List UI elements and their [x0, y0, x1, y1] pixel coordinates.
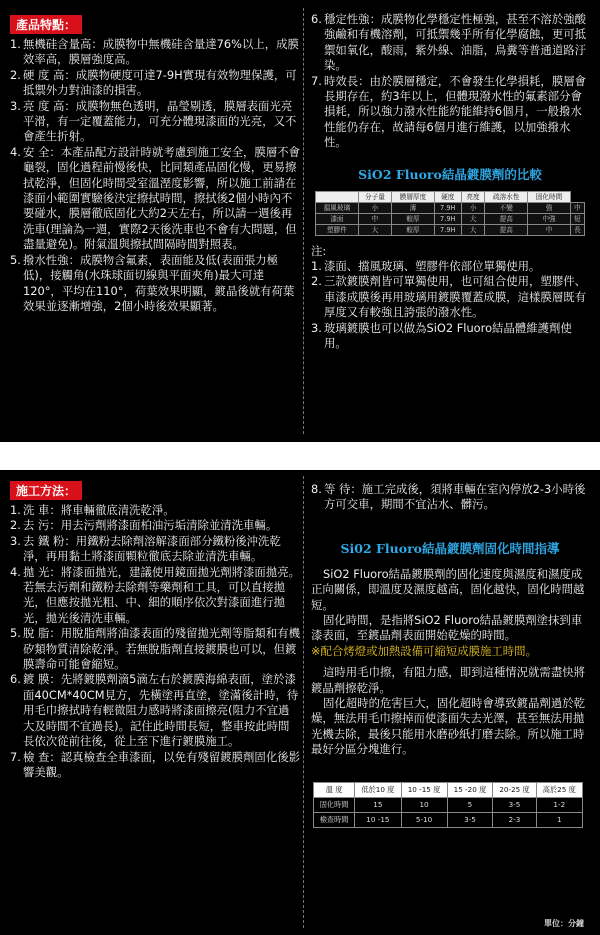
table-cell: 不變	[485, 202, 528, 213]
list-item-text: 玻璃鍍膜也可以做為SiO2 Fluoro結晶體維護劑使用。	[324, 320, 572, 351]
table-cell: 中	[358, 213, 391, 224]
cure-paragraph-2: 固化時間，是指將SiO2 Fluoro結晶鍍膜劑塗抹到車漆表面，至鍍晶劑表面開始乾燥的時間。	[311, 613, 583, 643]
table-header-cell: 硬度	[434, 191, 461, 202]
table-header-cell: 疏溶水性	[485, 191, 528, 202]
list-item-text: 檢 查：認真檢查全車漆面，以免有殘留鍍膜劑固化後影響美觀。	[23, 749, 300, 779]
table-cell: 3-5	[447, 812, 493, 827]
list-item-number: 7.	[311, 73, 322, 88]
table-cell: 2-3	[493, 812, 536, 827]
cure-time-table	[313, 782, 583, 828]
table-row	[314, 812, 583, 827]
table-cell: 小	[358, 202, 391, 213]
list-item-text: 三款鍍膜劑皆可單獨使用，也可組合使用，塑膠件、車漆成膜後再用玻璃用鍍膜覆蓋成膜，這樣膜層既有厚度又有較強且誇張的潑水性。	[324, 274, 586, 320]
list-item-number: 3.	[10, 533, 21, 548]
list-item-text: 鍍 膜：先將鍍膜劑滴5滴左右於鍍膜海綿表面，塗於漆面40CM*40CM見方，先橫塗再直塗，塗滿後計時，待用毛巾擦拭時有輕微阻力感時將漆面擦亮(阻力不宜過大及時間不宜過長)。記住此時間長短，整車按此時間長依次從前往後，從上至下進行鍍膜施工。	[23, 672, 299, 749]
table-cell: 3-5	[493, 797, 536, 812]
list-item-text: 硬 度 高：成膜物硬度可達7-9H實現有效物理保護，可抵禦外力對油漆的損害。	[23, 67, 297, 98]
features-list-continued	[311, 12, 589, 151]
table-cell: 中強	[528, 213, 571, 224]
list-item-number: 4.	[10, 144, 21, 159]
table-cell: 10 -15	[355, 812, 401, 827]
cure-paragraph-4: 固化超時的危害巨大，固化超時會導致鍍晶劑過於乾燥，無法用毛巾擦掉而使漆面失去光澤，甚至無法用拋光機去除，最後只能用水磨砂紙打磨去除。所以施工時最好分區分塊進行。	[311, 696, 585, 757]
table-cell: 15	[355, 797, 401, 812]
cure-warning: ※配合烤燈或加熱設備可縮短成膜施工時間。	[311, 643, 537, 658]
table-cell: 中	[570, 202, 584, 213]
list-item	[10, 145, 300, 253]
table-cell: 較厚	[392, 213, 435, 224]
features-left-column	[10, 14, 300, 314]
list-item-text: 去 鐵 粉：用鐵粉去除劑溶解漆面部分鐵粉後沖洗乾淨，再用黏土將漆面顆粒徹底去除並清洗車輛。	[23, 533, 281, 564]
list-item-number: 4.	[10, 564, 21, 579]
list-item-text: 亮 度 高：成膜物無色透明，晶瑩剔透，膜層表面光亮平滑，有一定覆蓋能力，可充分體現漆面的光亮，又不會產生折射。	[23, 98, 297, 144]
features-list	[10, 37, 300, 314]
list-item-number: 6.	[10, 672, 21, 687]
table-cell: 5	[447, 797, 493, 812]
features-right-column	[311, 12, 589, 352]
cure-paragraph-3: 這時用毛巾擦，有阻力感，即到這種情況就需盡快將鍍晶劑擦乾淨。	[311, 665, 585, 695]
table-header-cell: 10 -15 度	[401, 782, 447, 797]
features-tag: 產品特點：	[10, 15, 82, 34]
table-cell: 中	[528, 224, 571, 235]
table-cell: 薄	[392, 202, 435, 213]
list-item-text: 無機硅含量高：成膜物中無機硅含量達76%以上，成膜效率高，膜層強度高。	[23, 37, 299, 67]
list-item	[10, 503, 300, 518]
table-header-cell: 固化時間	[528, 191, 571, 202]
table-cell: 大	[358, 224, 391, 235]
product-features-panel	[0, 0, 600, 442]
table-header-cell: 低於10 度	[355, 782, 401, 797]
table-cell: 提高	[485, 213, 528, 224]
table-cell: 10	[401, 797, 447, 812]
cure-paragraph-1: SiO2 Fluoro結晶鍍膜劑的固化速度與濕度和濕度成正向關係，即溫度及濕度越高，固化越快，固化時間越短。	[311, 566, 585, 612]
method-tag: 施工方法：	[10, 481, 82, 500]
table-cell: 強	[528, 202, 571, 213]
table-header-cell: 膜層厚度	[392, 191, 435, 202]
table-cell: 5-10	[401, 812, 447, 827]
table-header-cell: 15 -20 度	[447, 782, 493, 797]
cure-title: Si02 Fluoro結晶鍍膜劑固化時間指導	[340, 540, 560, 556]
table-cell: 漆面	[316, 213, 359, 224]
list-item	[10, 565, 300, 627]
list-item	[311, 259, 589, 274]
list-item-text: 洗 車：將車輛徹底清洗乾淨。	[23, 503, 175, 517]
table-cell: 小	[461, 202, 485, 213]
list-item	[10, 626, 300, 672]
list-item	[10, 750, 300, 781]
table-header-cell: 亮度	[461, 191, 485, 202]
list-item	[10, 99, 300, 145]
table-cell: 固化時間	[314, 797, 355, 812]
list-item	[311, 321, 589, 352]
table-cell: 7.9H	[434, 202, 461, 213]
method-list	[10, 503, 300, 780]
list-item-number: 8.	[311, 482, 322, 496]
list-item-number: 1.	[10, 37, 21, 51]
list-item	[311, 74, 589, 151]
list-item-text: 漆面、擋風玻璃、塑膠件依部位單獨使用。	[324, 259, 541, 274]
table-cell: 檢查時間	[314, 812, 355, 827]
list-item	[311, 482, 589, 513]
list-item-text: 穩定性強：成膜物化學穩定性極強，甚至不溶於強酸強鹼和有機溶劑，可抵禦幾乎所有化學腐蝕，更可抵禦如氧化，酸雨，紫外線、油脂，鳥糞等普通道路汙染。	[324, 12, 586, 73]
compare-table	[315, 191, 585, 236]
notes-list	[311, 259, 589, 351]
list-item-text: 安 全：本產品配方設計時就考慮到施工安全，膜層不會龜裂，固化過程前慢後快，比同類產品固化慢，更易擦拭乾淨，但固化時間受室溫溼度影響，所以施工前請在漆面小範圍實驗後決定擦拭時間，擦拭後2個小時內不要碰水，膜層徹底固化大約2天左右，所以請一週後再洗車(理論為一週，實際2天後洗車也不會有大問題，但盡量避免)。附氣溫與擦拭間隔時間對照表。	[23, 144, 300, 252]
table-cell: 7.9H	[434, 213, 461, 224]
table-cell: 1	[536, 812, 582, 827]
table-cell: 塑膠件	[316, 224, 359, 235]
table-row	[316, 224, 585, 235]
table-cell: 提高	[485, 224, 528, 235]
list-item-number: 1.	[311, 259, 322, 274]
list-item-number: 2.	[311, 274, 322, 289]
list-item	[10, 672, 300, 749]
list-item	[10, 534, 300, 565]
table-row	[316, 213, 585, 224]
table-header-row	[316, 191, 585, 202]
table-header-cell: 高於25 度	[536, 782, 582, 797]
list-item	[10, 68, 300, 99]
table-cell: 短	[570, 213, 584, 224]
list-item	[10, 518, 300, 533]
column-divider	[303, 8, 304, 434]
table-header-cell	[316, 191, 359, 202]
list-item	[311, 274, 589, 320]
list-item-number: 6.	[311, 12, 322, 26]
list-item-number: 5.	[10, 252, 21, 267]
list-item-number: 5.	[10, 626, 21, 641]
table-header-cell: 分子量	[358, 191, 391, 202]
table-header-cell: 20-25 度	[493, 782, 536, 797]
table-cell: 1-2	[536, 797, 582, 812]
column-divider	[303, 476, 304, 928]
table-cell: 大	[461, 224, 485, 235]
table-header-row	[314, 782, 583, 797]
list-item-text: 等 待：施工完成後，須將車輛在室內停放2-3小時後方可交車，期間不宜沾水、髒污。	[324, 482, 586, 512]
table-cell: 長	[570, 224, 584, 235]
list-item-number: 7.	[10, 749, 21, 764]
list-item-text: 拋 光：將漆面拋光，建議使用鏡面拋光劑將漆面拋亮。若無去污劑和鐵粉去除劑等藥劑和工具，可以直接拋光，但應按拋光粗、中、細的順序依次對漆面進行拋光，拋光後清洗車輛。	[23, 564, 300, 625]
list-item-number: 2.	[10, 67, 21, 82]
compare-title: SiO2 Fluoro結晶鍍膜劑的比較	[358, 166, 542, 182]
method-left-column	[10, 480, 300, 780]
list-item	[311, 12, 589, 74]
list-item-number: 1.	[10, 503, 21, 517]
table-cell: 大	[461, 213, 485, 224]
list-item-number: 3.	[10, 98, 21, 113]
table-cell: 較厚	[392, 224, 435, 235]
list-item	[10, 37, 300, 68]
list-item-text: 去 污：用去污劑將漆面柏油污垢清除並清洗車輛。	[23, 518, 278, 533]
list-item-text: 時效長：由於膜層穩定，不會發生化學損耗，膜層會長期存在，約3年以上，但體現潑水性的氟素部分會損耗，所以強力潑水性能約能維持6個月，一般撥水性能仍存在，故請每6個月進行維護，以加強撥水性。	[324, 73, 586, 150]
table-cell: 7.9H	[434, 224, 461, 235]
method-right-column	[311, 482, 589, 828]
list-item-text: 撥水性強：成膜物含氟素，表面能及低(表面張力極低)，接觸角(水珠球面切線與平面夾角)最大可達120°，平均在110°，荷葉效果明顯，鍍晶後就有荷葉效果並逐漸增強，2個小時後效果顯著。	[23, 252, 295, 313]
list-item	[10, 253, 300, 315]
panel-gap	[0, 442, 600, 470]
list-item-text: 脫 脂：用脫脂劑將油漆表面的殘留拋光劑等脂類和有機矽類物質清除乾淨。若無脫脂劑直接鍍膜也可以，但鍍膜壽命可能會縮短。	[23, 626, 300, 672]
unit-label: 單位：分鐘	[544, 918, 584, 928]
table-header-cell: 溫 度	[314, 782, 355, 797]
list-item-number: 2.	[10, 518, 21, 533]
list-item-number: 3.	[311, 320, 322, 335]
method-list-continued	[311, 482, 589, 513]
table-cell: 擋風玻璃	[316, 202, 359, 213]
table-row	[316, 202, 585, 213]
application-method-panel	[0, 470, 600, 935]
table-row	[314, 797, 583, 812]
notes-label: 注:	[311, 243, 327, 258]
